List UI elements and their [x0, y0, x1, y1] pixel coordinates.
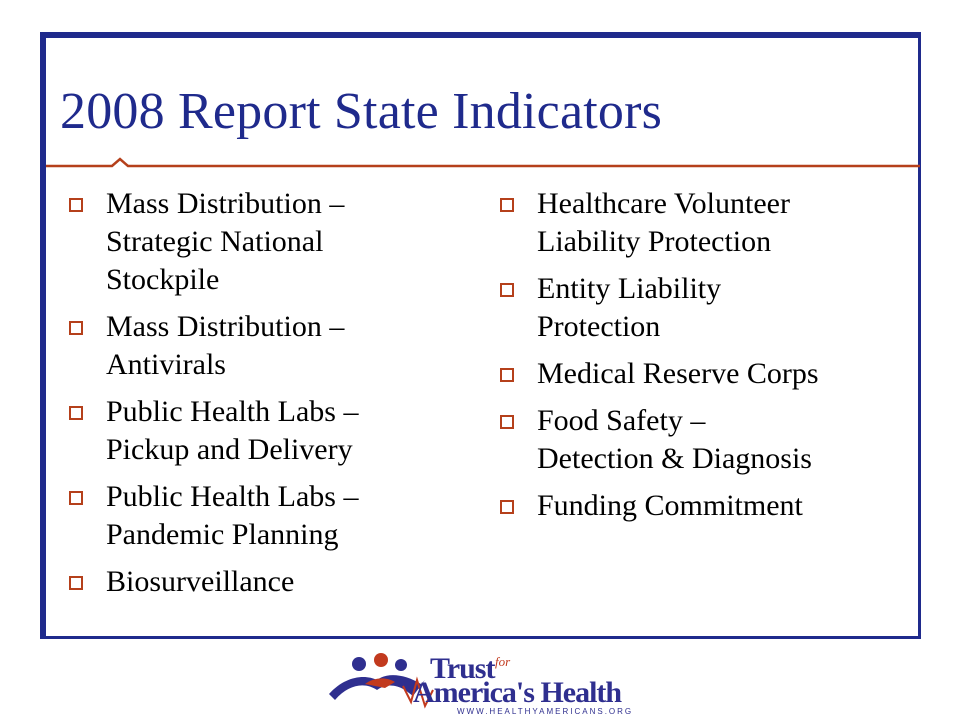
logo-for-text: for	[495, 654, 511, 669]
square-bullet-icon	[500, 198, 514, 212]
square-bullet-icon	[500, 368, 514, 382]
list-item	[66, 563, 436, 601]
bullet-text: Healthcare Volunteer Liability Protection	[537, 187, 790, 258]
list-item	[497, 402, 912, 478]
bullet-text: Food Safety – Detection & Diagnosis	[537, 404, 812, 475]
square-bullet-icon	[69, 576, 83, 590]
square-bullet-icon	[69, 406, 83, 420]
list-item	[497, 270, 912, 346]
bullet-text: Mass Distribution – Strategic National Stockpile	[106, 187, 345, 296]
bullet-text: Biosurveillance	[106, 565, 295, 598]
bullet-text: Medical Reserve Corps	[537, 357, 819, 390]
logo-americas-health-text: America's Health	[413, 676, 622, 709]
square-bullet-icon	[69, 491, 83, 505]
list-item	[66, 393, 436, 469]
list-item	[66, 185, 436, 299]
bullet-text: Public Health Labs – Pickup and Delivery	[106, 395, 359, 466]
logo-url-text: WWW.HEALTHYAMERICANS.ORG	[457, 707, 634, 716]
square-bullet-icon	[500, 500, 514, 514]
list-item	[497, 355, 912, 393]
logo-trust-text: Trust	[430, 652, 495, 685]
title-divider	[46, 162, 920, 174]
bullet-text: Mass Distribution – Antivirals	[106, 310, 345, 381]
list-item	[497, 487, 912, 525]
left-bullet-list	[66, 185, 436, 610]
list-item	[66, 478, 436, 554]
square-bullet-icon	[500, 415, 514, 429]
trust-for-americas-health-logo	[325, 650, 645, 718]
bullet-text: Public Health Labs – Pandemic Planning	[106, 480, 359, 551]
slide-title: 2008 Report State Indicators	[60, 83, 663, 140]
bullet-text: Funding Commitment	[537, 489, 803, 522]
right-bullet-list	[497, 185, 912, 534]
bullet-text: Entity Liability Protection	[537, 272, 722, 343]
square-bullet-icon	[500, 283, 514, 297]
square-bullet-icon	[69, 198, 83, 212]
square-bullet-icon	[69, 321, 83, 335]
list-item	[66, 308, 436, 384]
list-item	[497, 185, 912, 261]
